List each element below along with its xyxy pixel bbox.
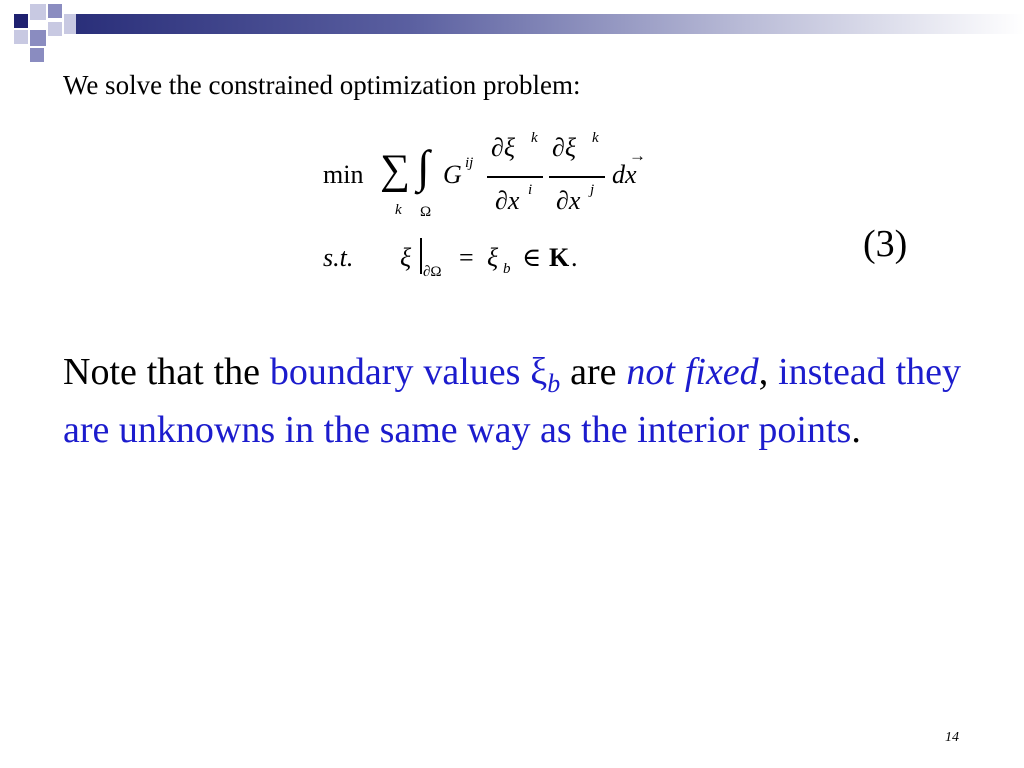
eq-xi: ξ	[400, 243, 412, 272]
eq-st: s.t.	[323, 243, 354, 272]
eq-G: G	[443, 160, 462, 189]
eq-xi-b: ξ	[487, 243, 499, 272]
eq-frac1-bar	[487, 176, 543, 178]
eq-period: .	[571, 243, 578, 272]
eq-sum-sub: k	[395, 202, 402, 218]
eq-frac2-den-sup: j	[590, 182, 595, 198]
note-not-fixed: not fixed	[626, 351, 759, 393]
eq-integral: ∫	[417, 141, 430, 192]
note-text-1: Note that the	[63, 351, 270, 393]
eq-K: K	[549, 243, 570, 272]
intro-text: We solve the constrained optimization problem:	[63, 70, 581, 100]
eq-frac1-den-sup: i	[528, 182, 533, 198]
eq-frac1-den: ∂x	[495, 186, 520, 215]
eq-G-sup: ij	[465, 155, 474, 171]
note-paragraph	[63, 345, 961, 458]
eq-equals: =	[459, 243, 474, 272]
eq-frac1-num: ∂ξ	[491, 133, 515, 162]
eq-frac1-num-sup: k	[531, 130, 538, 146]
equation-number: (3)	[863, 223, 908, 265]
eq-vector-arrow: →	[629, 146, 646, 165]
eq-element-of: ∈	[522, 243, 542, 272]
eq-min: min	[323, 160, 364, 189]
eq-restriction-sub: ∂Ω	[423, 264, 442, 280]
eq-integral-sub: Ω	[420, 204, 432, 220]
note-end-period: .	[851, 409, 861, 451]
note-text-2: are	[560, 351, 627, 393]
optimization-equation	[0, 0, 1024, 300]
eq-b-sub: b	[503, 261, 511, 277]
note-comma: ,	[758, 351, 769, 393]
page-number: 14	[945, 730, 959, 745]
eq-frac2-num: ∂ξ	[552, 133, 576, 162]
note-boundary-sub: b	[547, 369, 561, 398]
eq-restriction-bar	[420, 238, 422, 274]
eq-frac2-bar	[549, 176, 605, 178]
eq-dx: dx	[612, 160, 637, 189]
eq-frac2-den: ∂x	[556, 186, 581, 215]
eq-sum-symbol: ∑	[380, 147, 410, 193]
note-boundary-values: boundary values ξ	[269, 351, 548, 393]
note-instead-text: instead they are unknowns in the same way as the interior points	[63, 351, 962, 451]
eq-frac2-num-sup: k	[592, 130, 599, 146]
